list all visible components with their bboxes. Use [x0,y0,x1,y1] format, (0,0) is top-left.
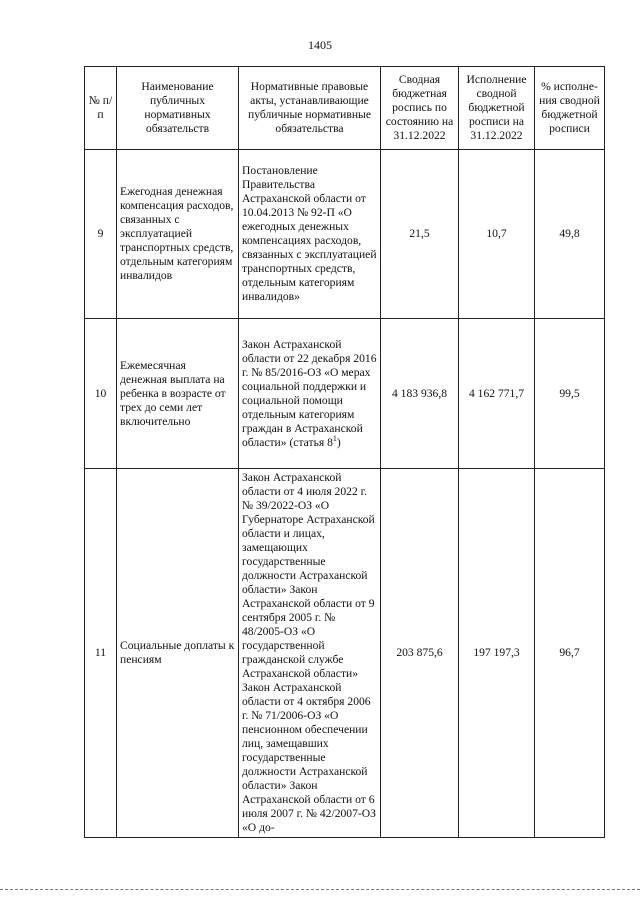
execution-value: 197 197,3 [459,469,535,838]
header-budget: Сводная бюджетная роспись по состоянию на 31.12.2022 [381,67,459,150]
table-row [85,319,605,469]
percent-value: 96,7 [535,469,605,838]
obligations-table [84,66,605,838]
execution-value: 10,7 [459,150,535,319]
row-number: 11 [85,469,117,838]
legal-acts-tail: ) [336,435,341,449]
row-number: 9 [85,150,117,319]
table-row [85,469,605,838]
page-number: 1405 [308,38,332,52]
page-bottom-rule [0,889,640,891]
header-num: № п/п [85,67,117,150]
row-number: 10 [85,319,117,469]
header-execution: Исполнение сводной бюджетной росписи на 31.12.2022 [459,67,535,150]
percent-value: 99,5 [535,319,605,469]
budget-value: 203 875,6 [381,469,459,838]
header-name: Наименование публичных нормативных обязательств [117,67,239,150]
obligation-name: Ежемесячная денежная выплата на ребенка в возрасте от трех до семи лет включительно [117,319,239,469]
table-row [85,150,605,319]
obligation-name: Ежегодная денежная компенсация расходов, связанных с эксплуатацией транспортных средств, отдельным категориям инвалидов [117,150,239,319]
percent-value: 49,8 [535,150,605,319]
obligation-name: Социальные доплаты к пенсиям [117,469,239,838]
header-acts: Нормативные правовые акты, устанавливающие публичные нормативные обязательства [239,67,381,150]
legal-acts-text: Закон Астраханской области от 22 декабря 2016 г. № 85/2016-ОЗ «О мерах социальной поддержки и социальной помощи отдельным категориям граждан в Астраханской области» (статья 8 [242,337,377,449]
budget-value: 21,5 [381,150,459,319]
article-superscript: 1 [332,433,337,443]
legal-acts: Закон Астраханской области от 4 июля 2022 г. № 39/2022-ОЗ «О Губернаторе Астраханской области и лицах, замещающих государственные должности Астраханской области» Закон Астраханской области от 9 сентября 2005 г. № 48/2005-ОЗ «О государственной гражданской службе Астраханской области» Закон Астраханской области от 4 октября 2006 г. № 71/2006-ОЗ «О пенсионном обеспечении лиц, замещавших государственные должности Астраханской области» Закон Астраханской области от 6 июля 2007 г. № 42/2007-ОЗ «О до- [239,469,381,838]
legal-acts [239,319,381,469]
legal-acts: Постановление Правительства Астраханской области от 10.04.2013 № 92-П «О ежегодных денежных компенсациях расходов, связанных с эксплуатацией транспортных средств, отдельным категориям инвалидов» [239,150,381,319]
execution-value: 4 162 771,7 [459,319,535,469]
table-header-row [85,67,605,150]
budget-value: 4 183 936,8 [381,319,459,469]
header-percent: % исполне-ния сводной бюджетной росписи [535,67,605,150]
